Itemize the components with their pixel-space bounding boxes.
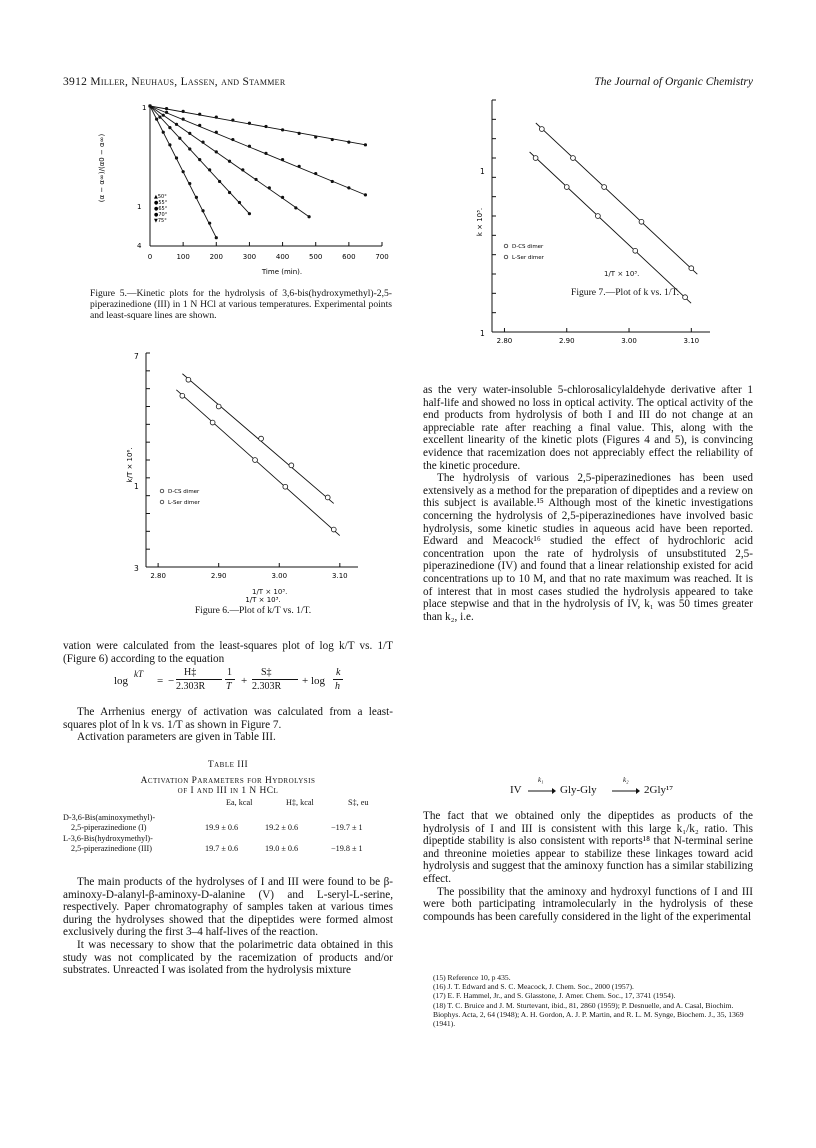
fig5-data-point xyxy=(201,141,204,144)
left-text-p4 xyxy=(63,876,393,977)
page-header xyxy=(63,76,753,92)
left-paragraph-5: It was necessary to show that the polarimetric data obtained in this study was not complicated by the racemization of products and/or substrates. Unreacted I was isolated from the hydrolysis mixture xyxy=(63,938,393,977)
fig5-x-tick-label: 300 xyxy=(242,253,257,261)
fig5-legend-entry: ●65° xyxy=(154,206,168,212)
eq-one: 1 xyxy=(227,667,232,678)
fig5-data-point xyxy=(188,182,191,185)
eq-den1: 2.303R xyxy=(176,681,206,692)
fig5-data-point xyxy=(208,222,211,225)
fig7-xlabel: 1/T × 10³. xyxy=(604,270,640,278)
reference-17: (17) E. F. Hammel, Jr., and S. Glasstone, J. Amer. Chem. Soc., 17, 3741 (1954). xyxy=(433,991,676,1001)
fig6-x-tick-label: 2.80 xyxy=(150,572,166,580)
eq-h: H‡ xyxy=(184,667,197,678)
eq-kt-frac: kT xyxy=(134,669,143,679)
table-3-row1-ea: 19.9 ± 0.6 xyxy=(205,823,239,832)
fig5-data-point xyxy=(158,116,161,119)
running-head-left: 3912 Miller, Neuhaus, Lassen, and Stammer xyxy=(63,76,286,88)
fig7-ytick-upper: 1 xyxy=(480,167,485,176)
eq-t: T xyxy=(226,681,232,692)
fig6-ytick-mid: 1 xyxy=(134,482,139,491)
left-paragraph-2: The Arrhenius energy of activation was calculated from a least-squares plot of ln k vs. 1/T as shown in Figure 7. xyxy=(63,706,393,731)
table-3-row2-ea: 19.7 ± 0.6 xyxy=(205,844,239,853)
fig7-data-point xyxy=(602,185,607,190)
fig5-x-tick-label: 0 xyxy=(147,253,153,261)
fig5-data-point xyxy=(198,158,201,161)
table-3-header-h: H‡, kcal xyxy=(286,798,314,807)
fig6-data-point xyxy=(259,436,264,441)
fig5-data-point xyxy=(178,137,181,140)
fig5-x-tick-label: 500 xyxy=(309,253,323,261)
fig5-data-point xyxy=(182,170,185,173)
eq-h-planck: h xyxy=(335,681,340,692)
fig7-x-tick-label: 3.10 xyxy=(683,337,700,345)
fig5-data-point xyxy=(188,132,191,135)
fig5-data-point xyxy=(148,104,151,107)
fig5-data-point xyxy=(364,193,367,196)
fig5-data-point xyxy=(175,156,178,159)
fig5-data-point xyxy=(165,111,168,114)
right-text-bottom xyxy=(423,810,753,923)
fig5-data-point xyxy=(231,119,234,122)
fig5-data-point xyxy=(228,160,231,163)
fig5-data-point xyxy=(314,135,317,138)
fig5-data-point xyxy=(248,145,251,148)
table-3-row2-s: −19.8 ± 1 xyxy=(331,844,363,853)
fig5-data-point xyxy=(264,152,267,155)
fig5-ytick-bottom: 4 xyxy=(137,242,142,250)
fig7-fit-line xyxy=(536,123,697,274)
fig7-data-point xyxy=(633,248,638,253)
fig6-data-point xyxy=(210,420,215,425)
fig7-legend-entry: L-Ser dimer xyxy=(512,255,544,261)
fig5-legend-entry: ▲50° xyxy=(154,194,167,200)
fig5-data-point xyxy=(218,180,221,183)
fig6-x-tick-label: 2.90 xyxy=(210,572,227,580)
fig5-x-tick-label: 600 xyxy=(342,253,356,261)
figure-6-chart xyxy=(118,345,388,604)
fig5-data-point xyxy=(254,178,257,181)
fig5-x-tick-label: 200 xyxy=(209,253,223,261)
fig5-data-point xyxy=(208,168,211,171)
fig5-data-point xyxy=(231,138,234,141)
fig5-data-point xyxy=(228,191,231,194)
eq-k: k xyxy=(336,667,341,678)
table-3-row2-h: 19.0 ± 0.6 xyxy=(265,844,299,853)
table-3-subtitle-1: Activation Parameters for Hydrolysis xyxy=(140,776,316,786)
fig5-x-tick-label: 700 xyxy=(375,253,389,261)
fig5-data-point xyxy=(331,138,334,141)
fig5-data-point xyxy=(175,123,178,126)
fig5-data-point xyxy=(182,110,185,113)
figure-5-chart xyxy=(92,98,392,278)
fig5-data-point xyxy=(264,125,267,128)
fig6-fit-line xyxy=(182,374,333,504)
fig5-data-point xyxy=(281,196,284,199)
fig5-data-point xyxy=(314,172,317,175)
scheme-iv: IV xyxy=(510,784,522,796)
fig5-data-point xyxy=(215,150,218,153)
fig6-ytick-top: 7 xyxy=(134,352,139,361)
fig5-data-point xyxy=(364,143,367,146)
table-3-subtitle-2: of I and III in 1 N HCl xyxy=(177,786,279,796)
fig5-data-point xyxy=(195,196,198,199)
running-head-right: The Journal of Organic Chemistry xyxy=(594,76,753,88)
fig6-xlabel: 1/T × 10³. xyxy=(245,596,281,604)
fig5-data-point xyxy=(155,118,158,121)
reference-18: (18) T. C. Bruice and J. M. Sturtevant, ibid., 81, 2860 (1959); P. Desnuelle, and A. Casal, Biochim. Biophys. Acta, 2, 64 (1948); A. H. Gordon, A. J. P. Martin, and R. L. M. Synge, Biochem. J., 35, 1369 (1941). xyxy=(433,1000,744,1029)
scheme-k1: k₁ xyxy=(538,776,544,784)
fig5-data-point xyxy=(182,118,185,121)
scheme-2gly: 2Gly¹⁷ xyxy=(644,784,674,796)
right-paragraph-2: The hydrolysis of various 2,5-piperazinediones has been used extensively as a method for the preparation of dipeptides and a review on this subject is available.¹⁵ Although most of the kinetic investigations concerning the hydrolysis of 2,5-piperazinediones have involved basic hydrolysis, some kinetic studies in aqueous acid have been reported. Edward and Meacock¹⁶ studied the effect of hydrochloric acid concentration upon the rate of hydrolysis of unsubstituted 2,5-piperazinedione (IV) and found that a linear relationship existed for acid concentrations up to 10 M, and that no rate maximum was reached. It is of interest that in most cases studied the hydrolysis appeared to take place stepwise and that in the hydrolysis of IV, k₁ was 50 times greater than k₂, i.e. xyxy=(423,472,753,623)
fig6-xlabel-text: 1/T × 10³. xyxy=(252,588,288,596)
fig6-legend-entry: D-CS dimer xyxy=(168,489,200,495)
fig7-ylabel: k × 10³. xyxy=(476,207,484,237)
fig5-data-point xyxy=(238,201,241,204)
fig5-data-point xyxy=(198,113,201,116)
table-3-header-s: S‡, eu xyxy=(348,798,369,807)
fig7-legend-marker xyxy=(504,255,508,259)
fig5-legend-entry: ▼75° xyxy=(154,218,167,224)
fig5-data-point xyxy=(281,158,284,161)
scheme-gly-gly: Gly-Gly xyxy=(560,784,597,796)
fig5-ytick-top: 1 xyxy=(142,104,147,112)
right-paragraph-3: The fact that we obtained only the dipeptides as products of the hydrolysis of I and III is consistent with this large k₁/k₂ ratio. This dipeptide stability is also consistent with reports¹⁸ that N-terminal serine and threonine moieties appear to stabilize these linkages toward acid hydrolysis and suggest that the aminoxy function has a similar stabilizing effect. xyxy=(423,810,753,885)
fig6-data-point xyxy=(331,527,336,532)
fig6-data-point xyxy=(253,458,258,463)
scheme-arrow-1 xyxy=(526,786,556,796)
references xyxy=(423,973,753,1028)
fig5-data-point xyxy=(198,124,201,127)
reference-16: (16) J. T. Edward and S. C. Meacock, J. Chem. Soc., 2000 (1957). xyxy=(433,982,634,992)
fig5-ytick-mid: 1 xyxy=(137,203,142,211)
fig5-data-point xyxy=(248,212,251,215)
fig5-legend-entry: ●55° xyxy=(154,200,168,206)
fig5-data-point xyxy=(294,206,297,209)
fig5-ylabel: (α − α∞)/(α0 − α∞) xyxy=(98,133,106,203)
fig5-data-point xyxy=(201,209,204,212)
fig5-x-tick-label: 100 xyxy=(176,253,190,261)
figure-7-caption: Figure 7.—Plot of k vs. 1/T. xyxy=(570,287,680,298)
fig5-data-point xyxy=(307,215,310,218)
fig6-legend-marker xyxy=(160,489,164,493)
fig6-ylabel: k/T × 10⁶. xyxy=(126,447,134,483)
fig5-data-point xyxy=(168,126,171,129)
scheme-arrow-2 xyxy=(610,786,640,796)
scheme-k2: k₂ xyxy=(623,776,629,784)
right-paragraph-4: The possibility that the aminoxy and hydroxyl functions of I and III were both participating intramolecularly in the hydrolysis of these compounds has been carefully considered in the light of the experimental xyxy=(423,885,753,923)
table-3 xyxy=(63,760,393,868)
table-3-title: Table III xyxy=(207,760,249,770)
equation: log kT = − H‡ 2.303R 1 T + S‡ 2.303R + log k h xyxy=(114,667,364,695)
fig5-data-point xyxy=(215,131,218,134)
fig6-x-tick-label: 3.00 xyxy=(271,572,288,580)
fig5-data-point xyxy=(298,165,301,168)
fig7-ytick-lower: 1 xyxy=(480,329,485,338)
fig7-fit-line xyxy=(530,152,691,303)
fig6-data-point xyxy=(289,463,294,468)
fig6-data-point xyxy=(283,484,288,489)
fig5-data-point xyxy=(268,186,271,189)
figure-7-chart xyxy=(470,92,720,367)
left-paragraph-4: The main products of the hydrolyses of I and III were found to be β-aminoxy-D-alanyl-β-aminoxy-D-alanine (V) and L-seryl-L-serine, respectively. Paper chromatography of samples taken at various times during the hydrolyses showed that the dipeptides were formed almost exclusively during the first 3–4 half-lives of the reaction. xyxy=(63,876,393,939)
fig5-data-point xyxy=(347,141,350,144)
figure-6-caption: Figure 6.—Plot of k/T vs. 1/T. xyxy=(194,605,312,616)
fig6-ytick-bottom: 3 xyxy=(134,564,139,573)
figure-5-caption: Figure 5.—Kinetic plots for the hydrolysis of 3,6-bis(hydroxymethyl)-2,5-piperazinedione (III) in 1 N HCl at various temperatures. Experimental points and least-square lines are shown. xyxy=(90,288,392,321)
fig6-legend-entry: L-Ser dimer xyxy=(168,500,200,506)
table-3-row1-h: 19.2 ± 0.6 xyxy=(265,823,299,832)
table-3-row1-name2: 2,5-piperazinedione (I) xyxy=(71,823,147,832)
right-text-top xyxy=(423,384,753,623)
eq-log: log xyxy=(114,675,129,687)
eq-s: S‡ xyxy=(261,667,272,678)
fig6-data-point xyxy=(180,393,185,398)
fig5-data-point xyxy=(188,147,191,150)
left-paragraph-1: vation were calculated from the least-squares plot of log k/T vs. 1/T (Figure 6) according to the equation xyxy=(63,640,393,665)
fig7-data-point xyxy=(533,156,538,161)
left-text-p2 xyxy=(63,706,393,744)
table-3-row1-name1: D-3,6-Bis(aminoxymethyl)- xyxy=(63,813,156,822)
fig7-data-point xyxy=(571,156,576,161)
fig5-legend-entry: ●70° xyxy=(154,212,168,218)
fig6-legend-marker xyxy=(160,500,164,504)
fig7-legend-entry: D-CS dimer xyxy=(512,244,544,250)
fig5-xlabel: Time (min). xyxy=(261,268,303,276)
fig7-x-tick-label: 2.90 xyxy=(558,337,575,345)
fig5-data-point xyxy=(281,128,284,131)
fig7-data-point xyxy=(689,266,694,271)
reference-15: (15) Reference 10, p 435. xyxy=(433,973,511,982)
fig5-data-point xyxy=(162,114,165,117)
fig5-data-point xyxy=(162,131,165,134)
eq-den2: 2.303R xyxy=(252,681,282,692)
fig5-data-point xyxy=(248,122,251,125)
table-3-row1-s: −19.7 ± 1 xyxy=(331,823,363,832)
table-3-row2-name2: 2,5-piperazinedione (III) xyxy=(71,844,152,853)
fig5-data-point xyxy=(165,107,168,110)
fig7-data-point xyxy=(539,127,544,132)
fig5-data-point xyxy=(298,132,301,135)
fig6-data-point xyxy=(186,377,191,382)
fig6-data-point xyxy=(325,495,330,500)
fig7-data-point xyxy=(639,219,644,224)
table-3-row2-name1: L-3,6-Bis(hydroxymethyl)- xyxy=(63,834,153,843)
right-paragraph-1: as the very water-insoluble 5-chlorosalicylaldehyde derivative after 1 half-life and showed no loss in optical activity. The optical activity of the end products from hydrolysis of both I and III do not change at an appreciable rate after reaching a final value. This, along with the excellent linearity of the kinetic plots (Figures 4 and 5), is convincing evidence that racemization does not appreciably effect the reliability of the kinetic procedure. xyxy=(423,384,753,472)
reaction-scheme xyxy=(510,776,710,802)
table-3-header-ea: Ea, kcal xyxy=(226,798,253,807)
fig7-x-tick-label: 2.80 xyxy=(496,337,513,345)
fig5-data-point xyxy=(347,186,350,189)
fig5-data-point xyxy=(241,168,244,171)
fig5-x-tick-label: 400 xyxy=(275,253,290,261)
left-text-p1 xyxy=(63,640,393,665)
fig6-data-point xyxy=(216,404,221,409)
fig5-data-point xyxy=(215,236,218,239)
fig5-data-point xyxy=(331,180,334,183)
fig7-legend-marker xyxy=(504,244,508,248)
fig7-x-tick-label: 3.00 xyxy=(621,337,637,345)
fig5-data-point xyxy=(215,116,218,119)
fig5-data-point xyxy=(168,143,171,146)
fig6-x-tick-label: 3.10 xyxy=(332,572,348,580)
left-paragraph-3: Activation parameters are given in Table III. xyxy=(77,731,276,744)
fig7-data-point xyxy=(595,214,600,219)
fig6-fit-line xyxy=(176,390,339,536)
fig7-data-point xyxy=(564,185,569,190)
